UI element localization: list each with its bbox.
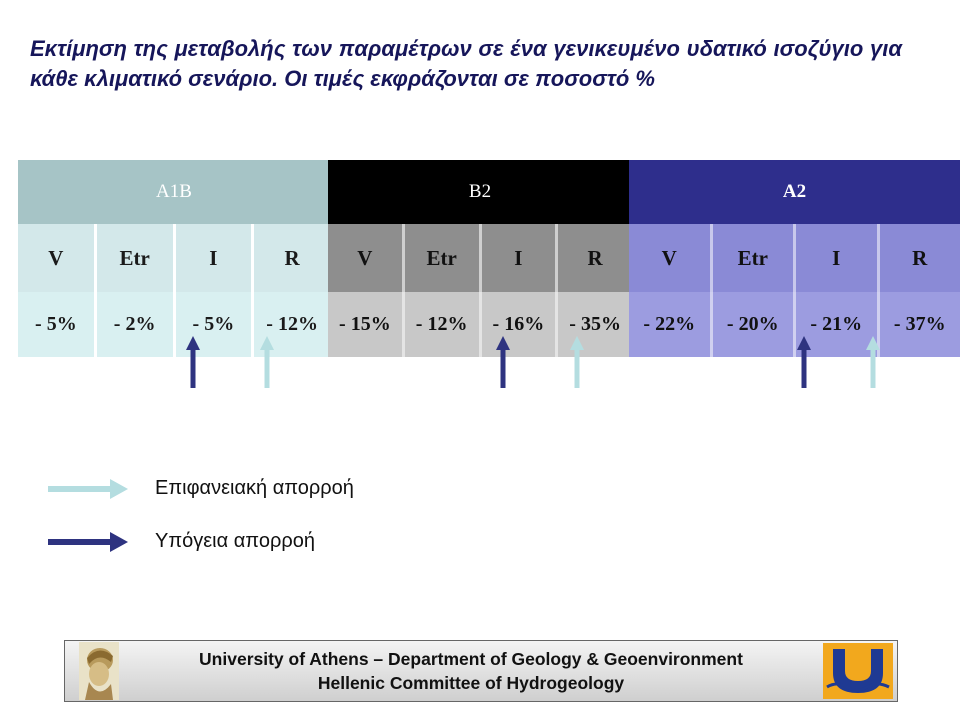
column-header-v: V bbox=[18, 224, 94, 292]
groundwater-up-arrow-icon bbox=[496, 336, 510, 388]
groundwater-up-arrow-icon bbox=[186, 336, 200, 388]
column-header-v: V bbox=[629, 224, 710, 292]
value-r: - 12% bbox=[251, 292, 330, 357]
scenario-header: A2 bbox=[629, 160, 960, 224]
scenario-table-b2 bbox=[328, 160, 632, 357]
value-i: - 5% bbox=[173, 292, 252, 357]
values-row bbox=[629, 292, 960, 357]
scenario-header: B2 bbox=[328, 160, 632, 224]
value-v: - 5% bbox=[18, 292, 94, 357]
surface-up-arrow-icon bbox=[260, 336, 274, 388]
column-header-etr: Etr bbox=[710, 224, 794, 292]
hydrogeology-committee-logo-icon bbox=[823, 643, 893, 699]
value-i: - 16% bbox=[479, 292, 556, 357]
column-header-i: I bbox=[793, 224, 877, 292]
surface-runoff-arrow-icon bbox=[48, 479, 128, 499]
column-header-r: R bbox=[251, 224, 330, 292]
slide-title: Εκτίμηση της μεταβολής των παραμέτρων σε ένα γενικευμένο υδατικό ισοζύγιο για κάθε κλιματικό σενάριο. Οι τιμές εκφράζονται σε ποσοστό % bbox=[30, 36, 902, 91]
groundwater-runoff-arrow-icon bbox=[48, 532, 128, 552]
value-v: - 22% bbox=[629, 292, 710, 357]
scenario-header: A1B bbox=[18, 160, 330, 224]
footer-text bbox=[121, 647, 821, 695]
footer-line-committee: Hellenic Committee of Hydrogeology bbox=[317, 673, 625, 693]
parameter-header-row bbox=[629, 224, 960, 292]
footer-banner bbox=[64, 640, 898, 702]
scenario-table-a1b bbox=[18, 160, 330, 357]
column-header-r: R bbox=[877, 224, 960, 292]
groundwater-up-arrow-icon bbox=[797, 336, 811, 388]
column-header-etr: Etr bbox=[402, 224, 479, 292]
value-v: - 15% bbox=[328, 292, 402, 357]
column-header-i: I bbox=[173, 224, 252, 292]
legend-surface-runoff-label: Επιφανειακή απορροή bbox=[155, 477, 354, 499]
surface-up-arrow-icon bbox=[570, 336, 584, 388]
column-header-i: I bbox=[479, 224, 556, 292]
parameter-header-row bbox=[328, 224, 632, 292]
values-row bbox=[328, 292, 632, 357]
scenario-table-a2 bbox=[629, 160, 960, 357]
column-header-etr: Etr bbox=[94, 224, 173, 292]
value-r: - 35% bbox=[555, 292, 632, 357]
value-etr: - 20% bbox=[710, 292, 794, 357]
column-header-v: V bbox=[328, 224, 402, 292]
value-etr: - 12% bbox=[402, 292, 479, 357]
legend-groundwater-runoff-label: Υπόγεια απορροή bbox=[155, 530, 315, 552]
athena-head-logo-icon bbox=[79, 642, 119, 700]
column-header-r: R bbox=[555, 224, 632, 292]
value-r: - 37% bbox=[877, 292, 960, 357]
surface-up-arrow-icon bbox=[866, 336, 880, 388]
value-i: - 21% bbox=[793, 292, 877, 357]
value-etr: - 2% bbox=[94, 292, 173, 357]
footer-line-university: University of Athens – Department of Geology & Geoenvironment bbox=[199, 649, 743, 669]
values-row bbox=[18, 292, 330, 357]
parameter-header-row bbox=[18, 224, 330, 292]
